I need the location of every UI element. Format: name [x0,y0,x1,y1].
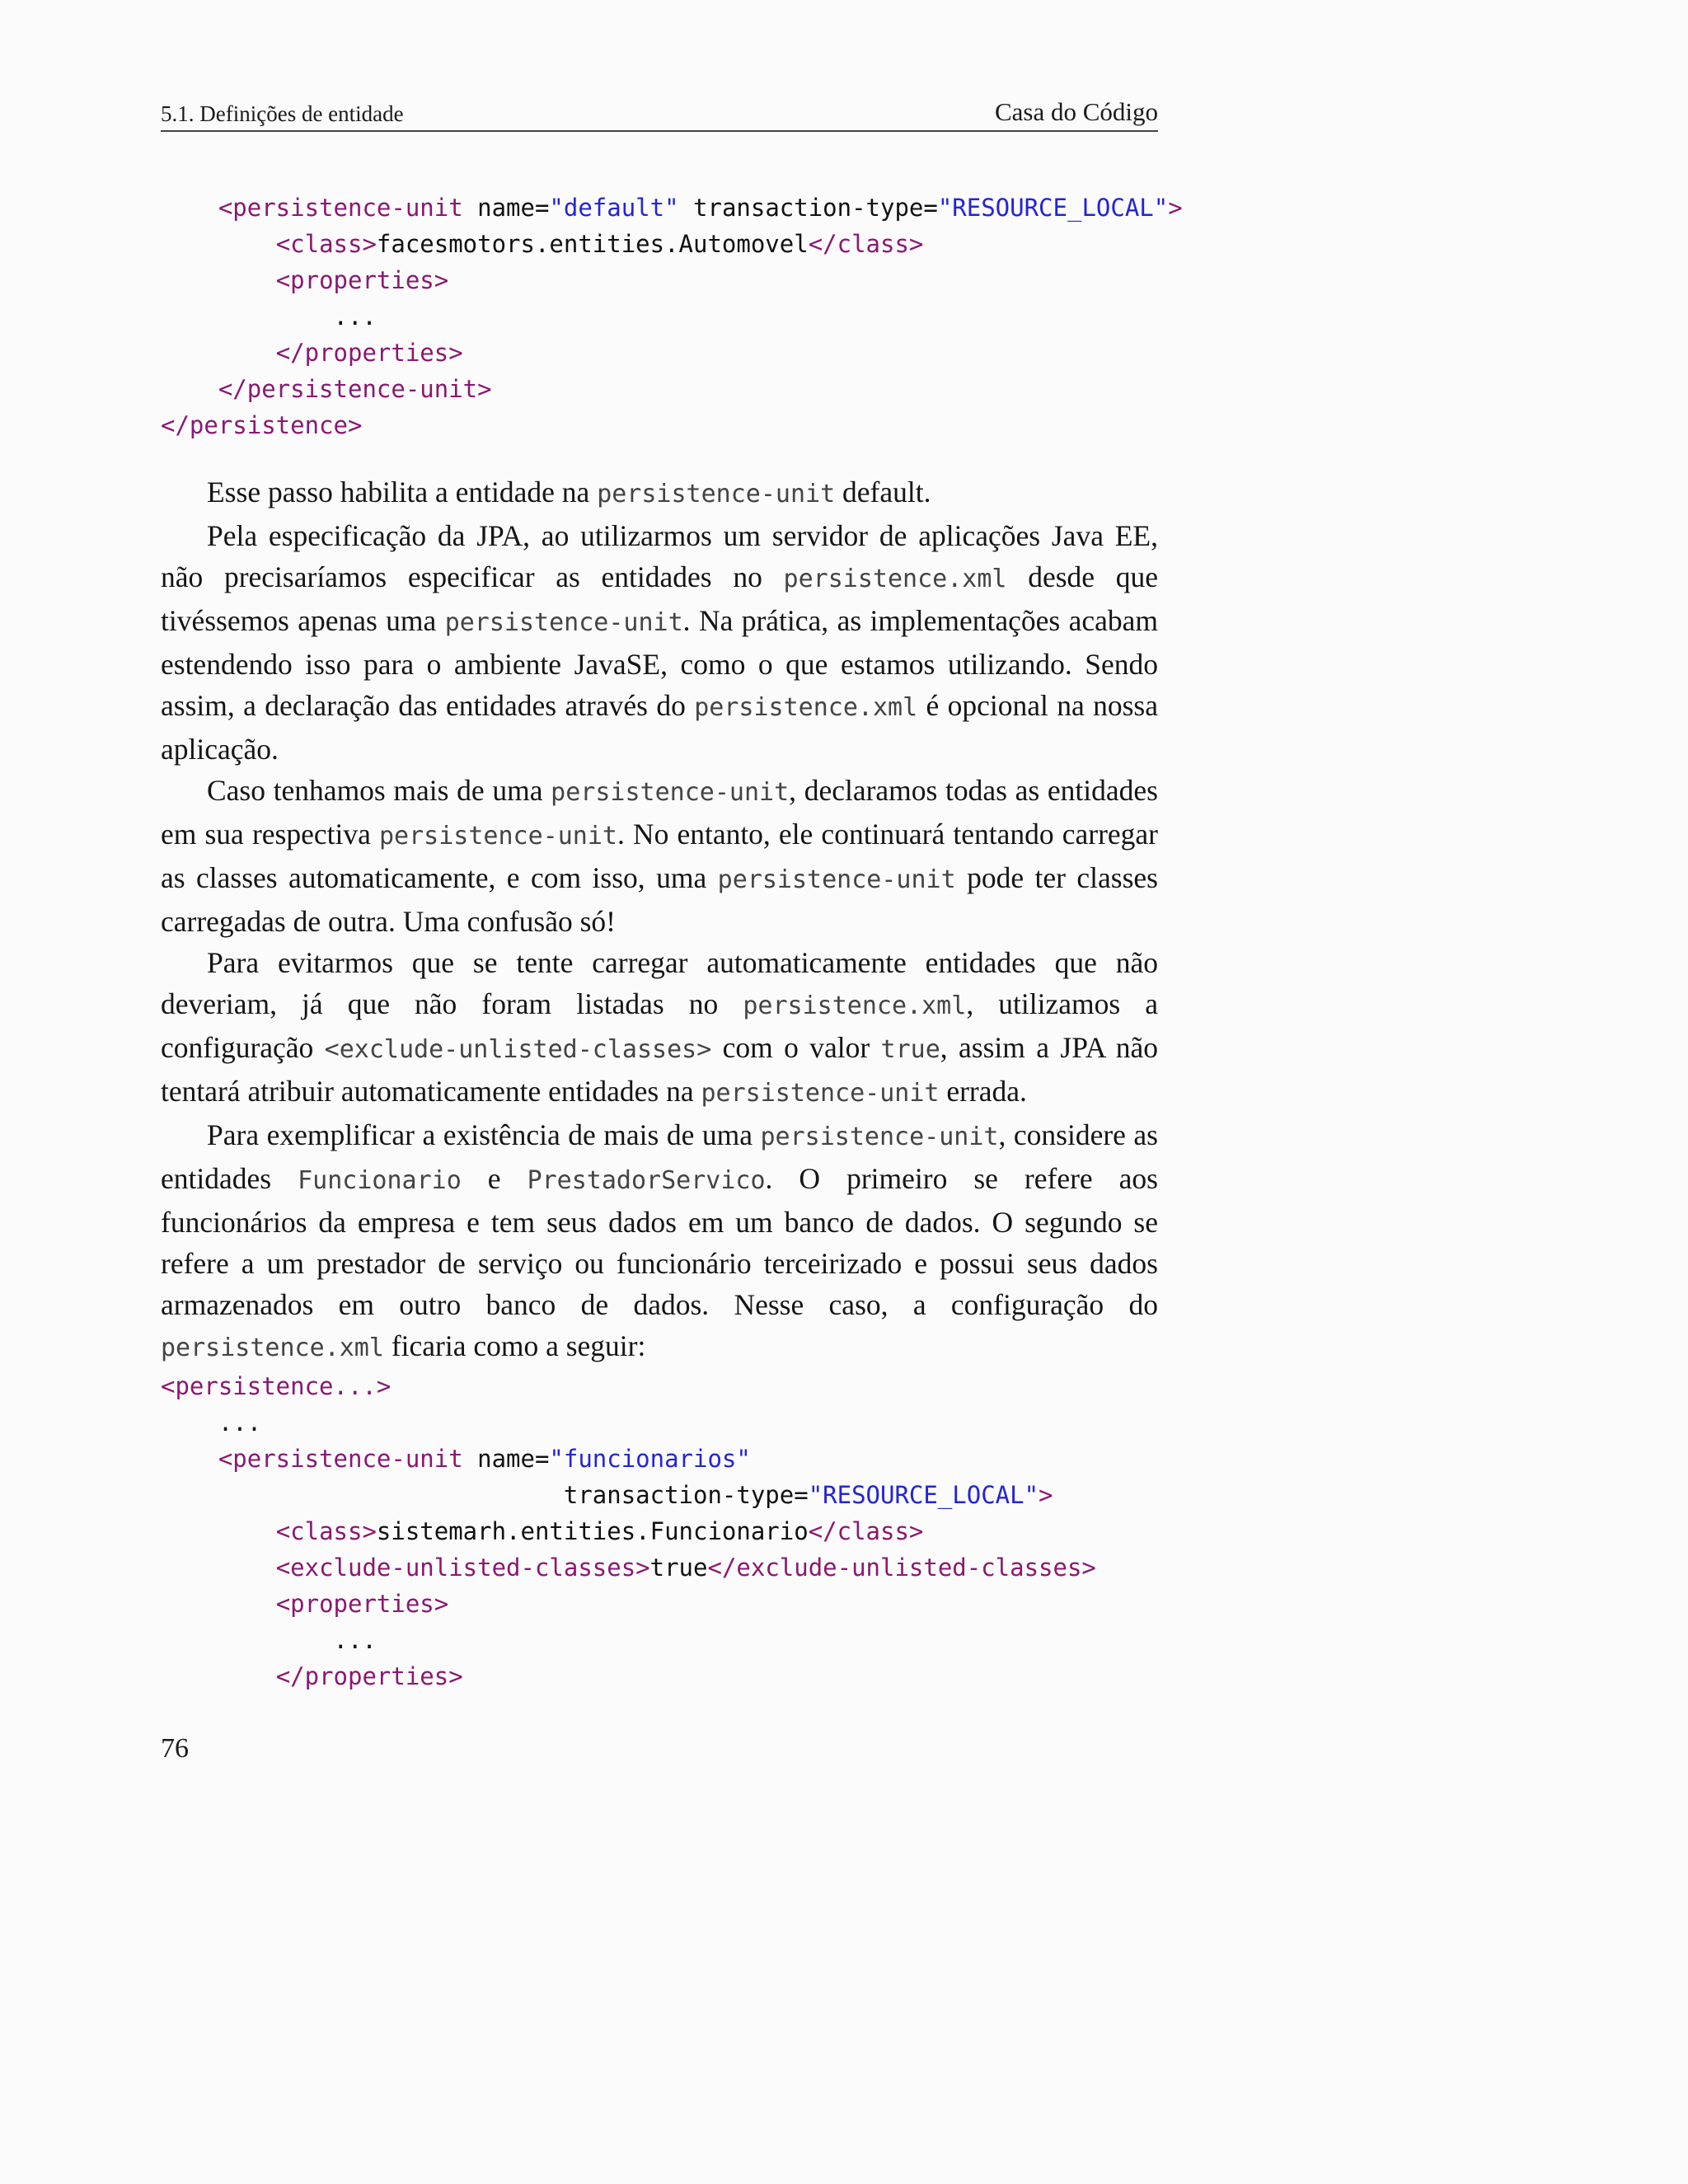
code-line: ... [333,1626,377,1654]
code-line: <persistence-unit name="default" transaction-type="RESOURCE_LOCAL"> [218,194,1183,222]
code-line: <properties> [275,1590,449,1618]
code-line: </persistence-unit> [218,375,492,403]
code-line: <persistence-unit name="funcionarios" [218,1445,751,1473]
book-title: Casa do Código [994,97,1158,126]
code-listing-2 [161,1368,1199,1694]
code-listing-1 [161,190,1199,443]
page-number: 76 [161,1733,189,1764]
code-line: <class>facesmotors.entities.Automovel</class> [275,230,924,258]
paragraph: Caso tenhamos mais de uma persistence-unit, declaramos todas as entidades em sua respectiva persistence-unit. No entanto, ele continuará tentando carregar as classes automaticamente, e com isso, uma persistence-unit pode ter classes carregadas de outra. Uma confusão só! [161,774,1158,938]
code-line: <class>sistemarh.entities.Funcionario</class> [275,1517,924,1545]
paragraph: Para evitarmos que se tente carregar automaticamente entidades que não deveriam, já que não foram listadas no persistence.xml, utilizamos a configuração <exclude-unlisted-classes> com o valor true, assim a JPA não tentará atribuir automaticamente entidades na persistence-unit errada. [161,946,1158,1108]
code-line: <exclude-unlisted-classes>true</exclude-unlisted-classes> [275,1554,1096,1582]
code-line: <properties> [275,266,449,294]
code-line: ... [218,1408,262,1436]
paragraph: Pela especificação da JPA, ao utilizarmos um servidor de aplicações Java EE, não precisaríamos especificar as entidades no persistence.xml desde que tivéssemos apenas uma persistence-unit. Na prática, as implementações acabam estendendo isso para o ambiente JavaSE, como o que estamos utilizando. Sendo assim, a declaração das entidades através do persistence.xml é opcional na nossa aplicação. [161,519,1159,766]
code-line: transaction-type="RESOURCE_LOCAL"> [563,1481,1053,1509]
body-text [161,471,1158,1369]
code-line: <persistence...> [161,1372,392,1400]
running-header [161,97,1158,132]
paragraph: Esse passo habilita a entidade na persistence-unit default. [207,476,931,509]
code-line: </properties> [275,1662,463,1690]
code-line: </persistence> [161,411,363,439]
code-line: </properties> [275,339,463,367]
section-title: 5.1. Definições de entidade [161,101,404,126]
code-line: ... [333,302,377,330]
paragraph: Para exemplificar a existência de mais de uma persistence-unit, considere as entidades Funcionario e PrestadorServico. O primeiro se refere aos funcionários da empresa e tem seus dados em um banco de dados. O segundo se refere a um prestador de serviço ou funcionário terceirizado e possui seus dados armazenados em outro banco de dados. Nesse caso, a configuração do persistence.xml ficaria como a seguir: [161,1118,1158,1362]
